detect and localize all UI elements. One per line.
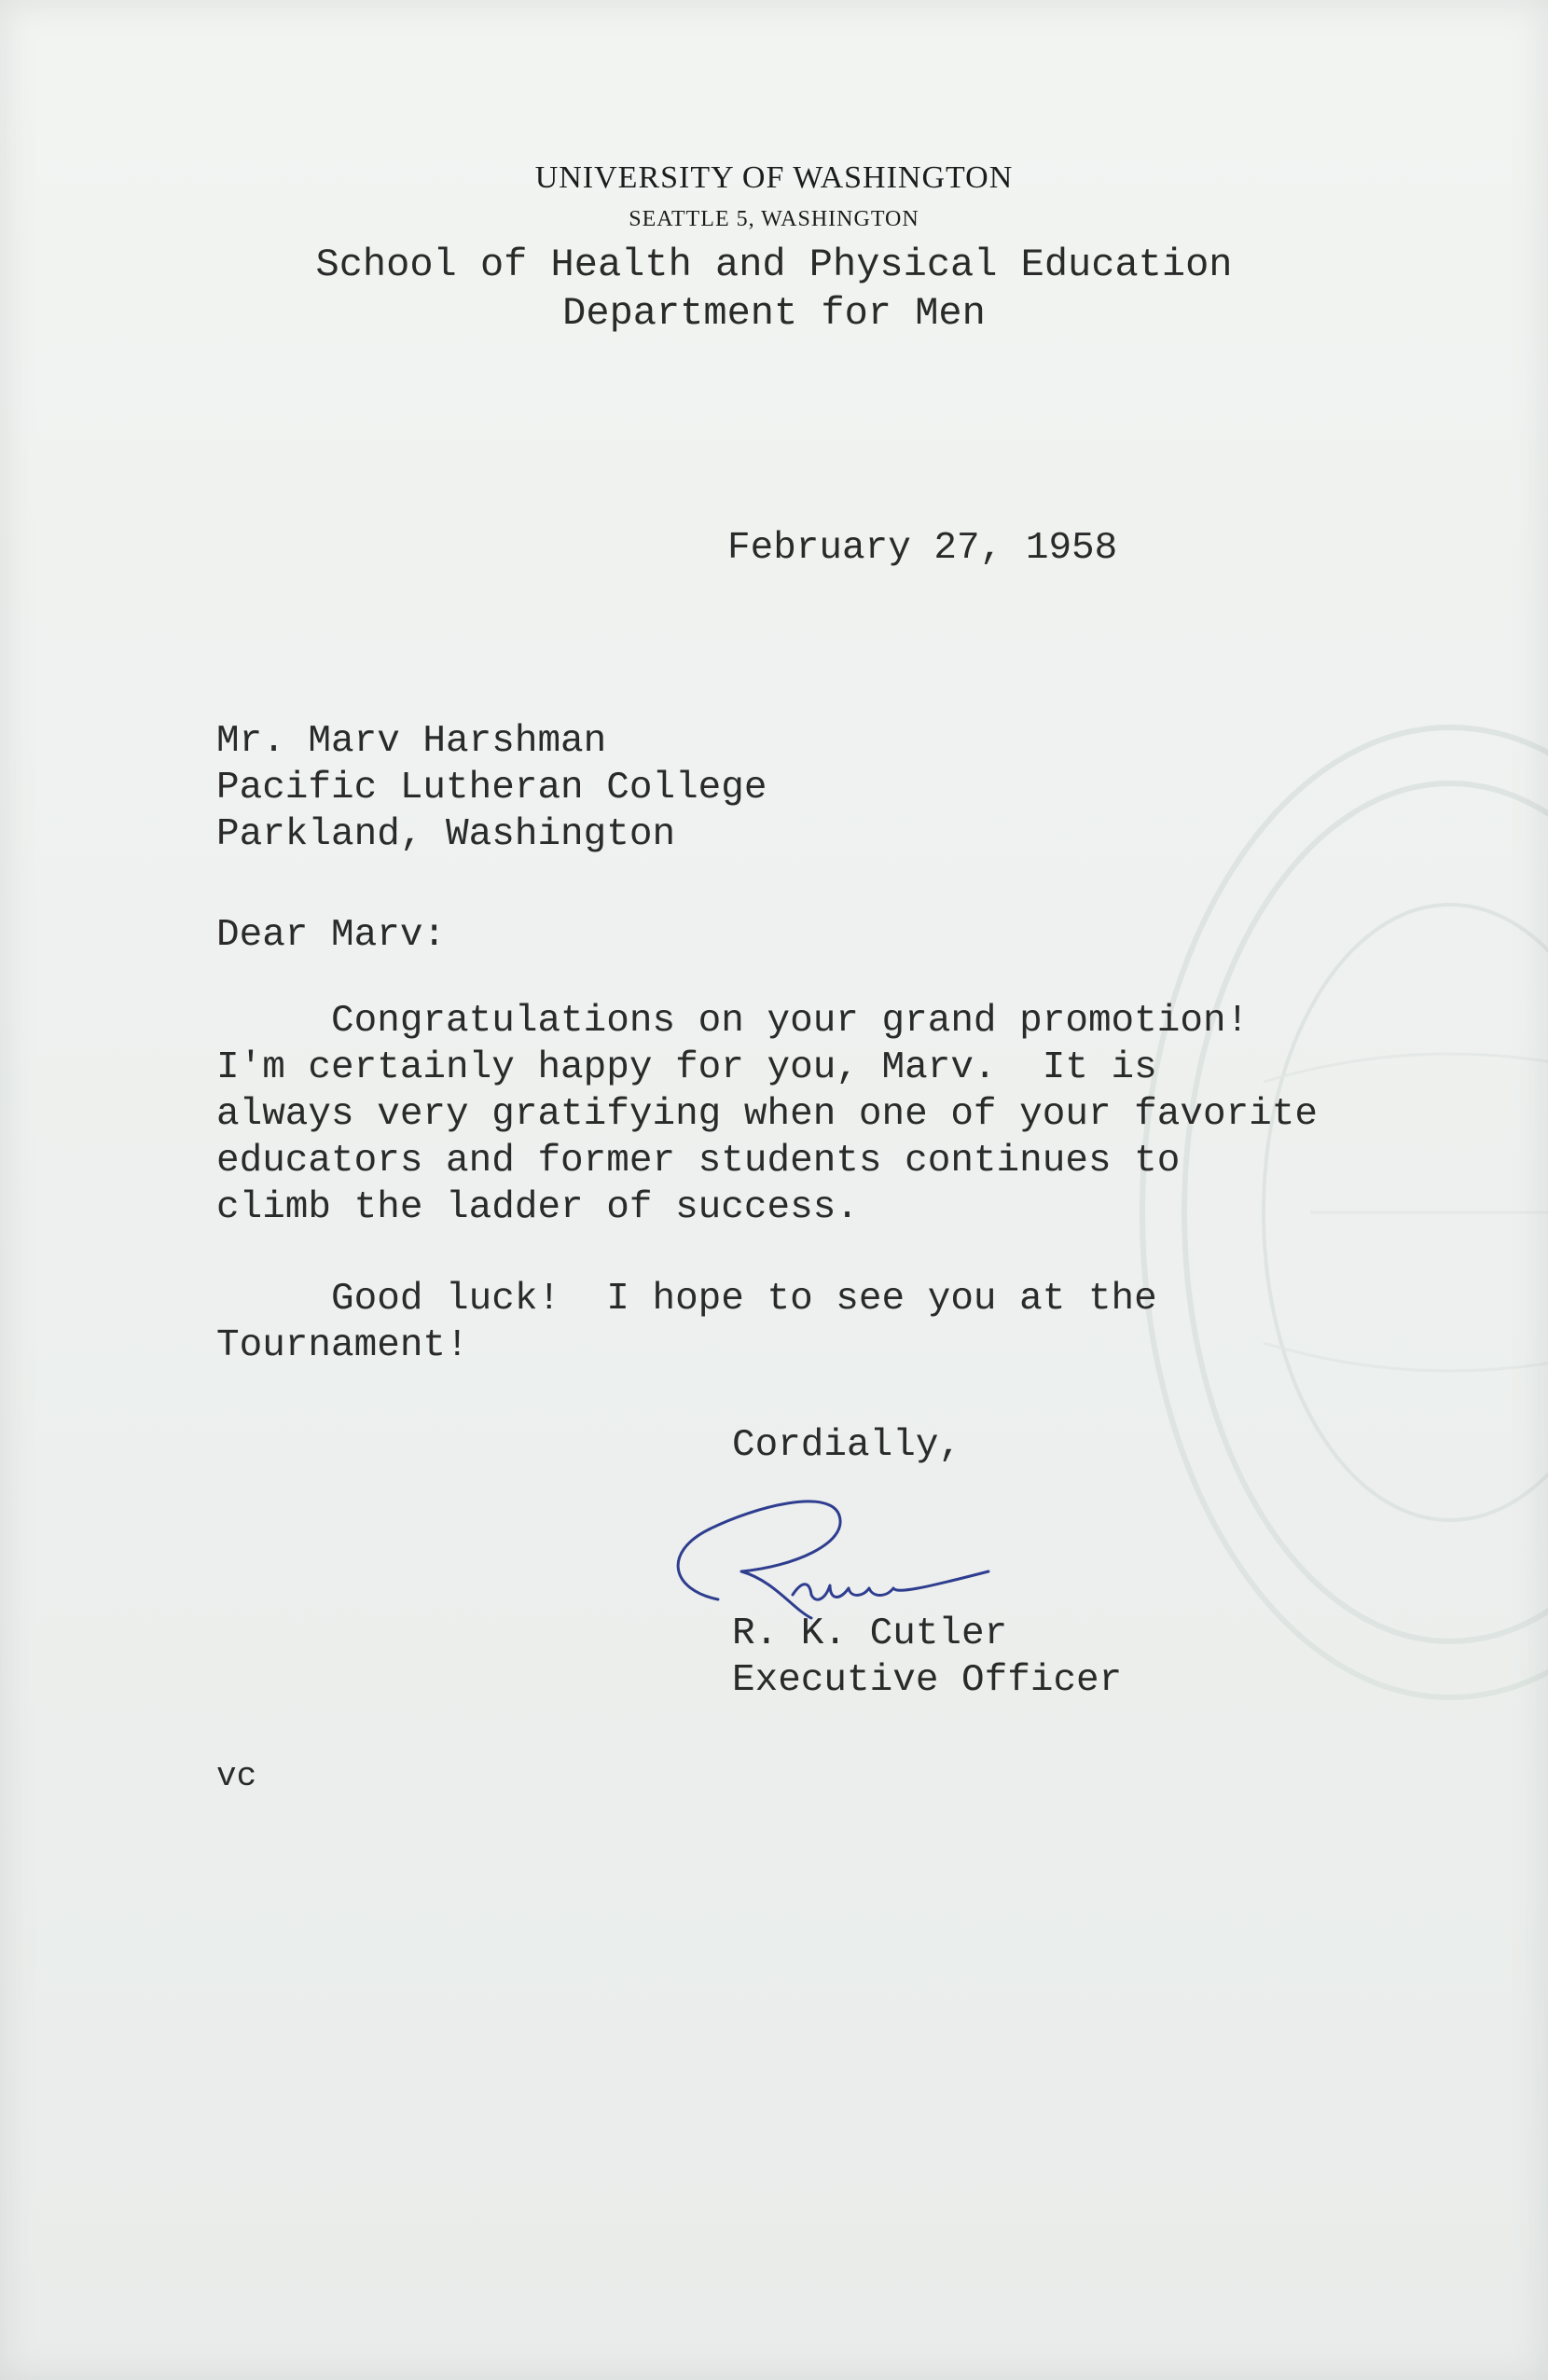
signer-title: Executive Officer: [732, 1659, 1123, 1702]
body-line: I'm certainly happy for you, Marv. It is: [216, 1046, 1157, 1089]
closing: Cordially,: [732, 1424, 962, 1467]
letterhead-institution: UNIVERSITY OF WASHINGTON: [534, 160, 1014, 195]
salutation: Dear Marv:: [216, 914, 447, 957]
body-line: Tournament!: [216, 1324, 469, 1367]
typist-initials: vc: [216, 1757, 257, 1795]
body-line: always very gratifying when one of your favorite: [216, 1093, 1318, 1136]
body-line: Congratulations on your grand promotion!: [216, 1000, 1250, 1043]
recipient-name: Mr. Marv Harshman: [216, 720, 607, 763]
embossed-seal-watermark: [1124, 690, 1548, 1735]
signer-name: R. K. Cutler: [732, 1612, 1008, 1655]
recipient-location: Parkland, Washington: [216, 813, 676, 856]
letterhead-school: School of Health and Physical Education: [315, 242, 1233, 287]
letterhead-city: SEATTLE 5, WASHINGTON: [629, 207, 919, 231]
letter-date: February 27, 1958: [727, 527, 1118, 570]
body-line: climb the ladder of success.: [216, 1186, 859, 1229]
body-line: Good luck! I hope to see you at the: [216, 1278, 1157, 1321]
body-line: educators and former students continues to: [216, 1140, 1181, 1183]
letterhead-department: Department for Men: [562, 291, 986, 336]
recipient-organization: Pacific Lutheran College: [216, 767, 767, 809]
